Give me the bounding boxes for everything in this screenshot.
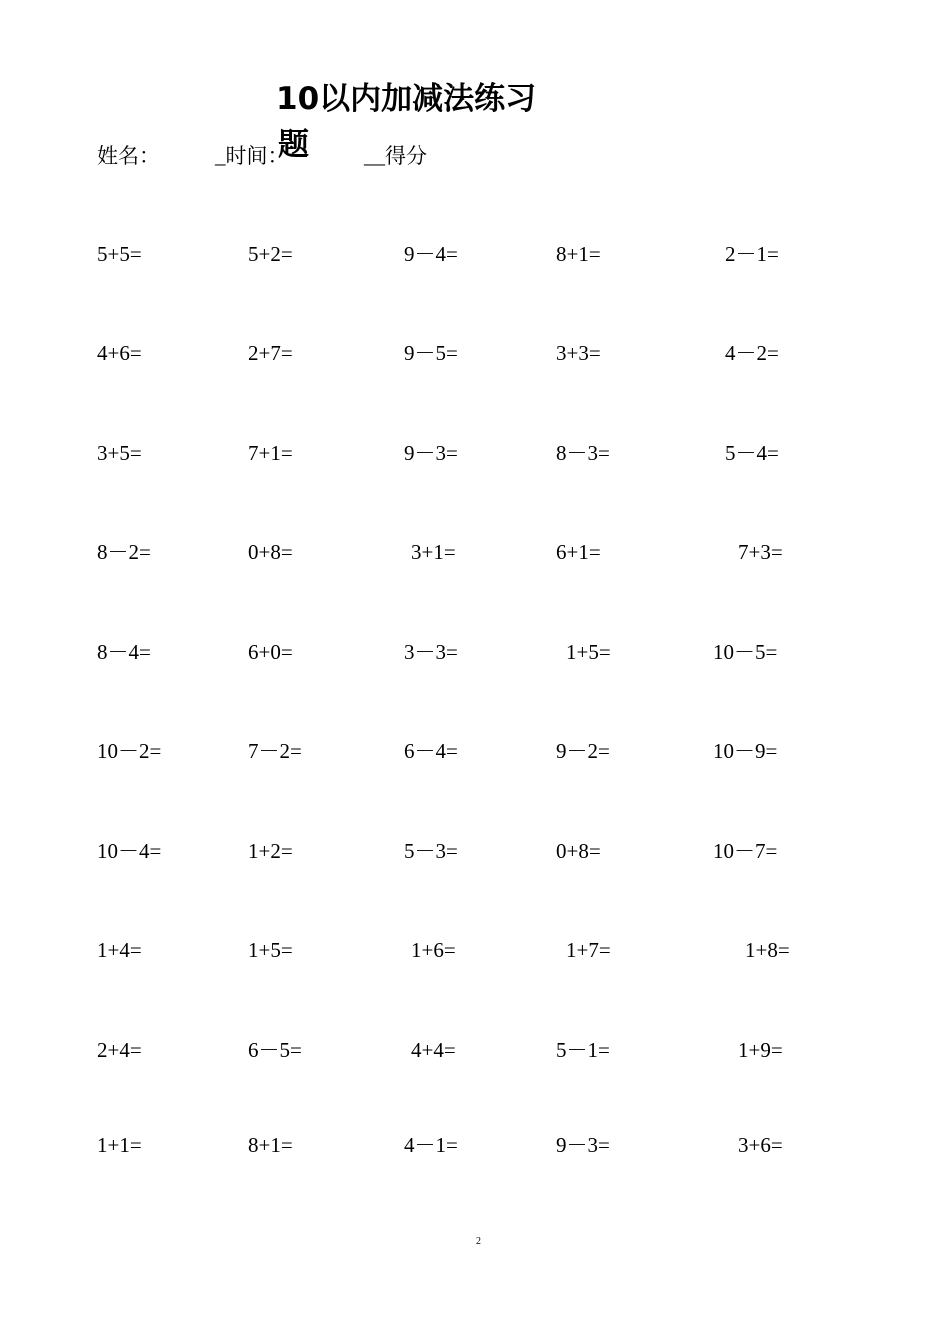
problem-r4-c2: 0+8= xyxy=(248,540,293,564)
problem-r5-c5: 10－5= xyxy=(713,640,778,664)
problem-r3-c4: 8－3= xyxy=(556,441,610,465)
problem-r6-c4: 9－2= xyxy=(556,739,610,763)
problem-r2-c2: 2+7= xyxy=(248,341,293,365)
problem-r7-c5: 10－7= xyxy=(713,839,778,863)
problem-r4-c5: 7+3= xyxy=(738,540,783,564)
problem-r2-c4: 3+3= xyxy=(556,341,601,365)
problem-r9-c1: 2+4= xyxy=(97,1038,142,1062)
problem-r6-c5: 10－9= xyxy=(713,739,778,763)
problem-r8-c1: 1+4= xyxy=(97,938,142,962)
problem-r6-c1: 10－2= xyxy=(97,739,162,763)
problem-r9-c3: 4+4= xyxy=(411,1038,456,1062)
problem-r2-c5: 4－2= xyxy=(725,341,779,365)
problem-r6-c2: 7－2= xyxy=(248,739,302,763)
worksheet-title: 10以内加减法练习 xyxy=(276,81,537,117)
problem-r10-c4: 9－3= xyxy=(556,1133,610,1157)
problem-r5-c2: 6+0= xyxy=(248,640,293,664)
problem-r1-c2: 5+2= xyxy=(248,242,293,266)
problem-r9-c5: 1+9= xyxy=(738,1038,783,1062)
problem-r1-c3: 9－4= xyxy=(404,242,458,266)
problem-r6-c3: 6－4= xyxy=(404,739,458,763)
problem-r4-c3: 3+1= xyxy=(411,540,456,564)
title-overflow-char: 题 xyxy=(278,127,309,163)
problem-r1-c5: 2－1= xyxy=(725,242,779,266)
problem-r10-c2: 8+1= xyxy=(248,1133,293,1157)
problem-r7-c2: 1+2= xyxy=(248,839,293,863)
problem-r10-c3: 4－1= xyxy=(404,1133,458,1157)
problem-r7-c1: 10－4= xyxy=(97,839,162,863)
worksheet-title-overflow xyxy=(278,118,309,163)
problem-r3-c3: 9－3= xyxy=(404,441,458,465)
problem-r8-c4: 1+7= xyxy=(566,938,611,962)
problem-r4-c4: 6+1= xyxy=(556,540,601,564)
problem-r9-c2: 6－5= xyxy=(248,1038,302,1062)
problem-r2-c3: 9－5= xyxy=(404,341,458,365)
name-label: 姓名： xyxy=(97,144,160,168)
problem-r8-c2: 1+5= xyxy=(248,938,293,962)
problem-r9-c4: 5－1= xyxy=(556,1038,610,1062)
time-label: _时间： xyxy=(215,144,289,168)
problem-r7-c4: 0+8= xyxy=(556,839,601,863)
problem-r5-c4: 1+5= xyxy=(566,640,611,664)
problem-r4-c1: 8－2= xyxy=(97,540,151,564)
page-number: 2 xyxy=(476,1236,481,1247)
problem-r10-c1: 1+1= xyxy=(97,1133,142,1157)
problem-r5-c3: 3－3= xyxy=(404,640,458,664)
problem-r5-c1: 8－4= xyxy=(97,640,151,664)
problem-r8-c3: 1+6= xyxy=(411,938,456,962)
problem-r8-c5: 1+8= xyxy=(745,938,790,962)
problem-r3-c2: 7+1= xyxy=(248,441,293,465)
problem-r3-c5: 5－4= xyxy=(725,441,779,465)
problem-r2-c1: 4+6= xyxy=(97,341,142,365)
problem-r3-c1: 3+5= xyxy=(97,441,142,465)
problem-r1-c1: 5+5= xyxy=(97,242,142,266)
problem-r1-c4: 8+1= xyxy=(556,242,601,266)
problem-r10-c5: 3+6= xyxy=(738,1133,783,1157)
problem-r7-c3: 5－3= xyxy=(404,839,458,863)
score-label: __得分 xyxy=(364,144,427,168)
